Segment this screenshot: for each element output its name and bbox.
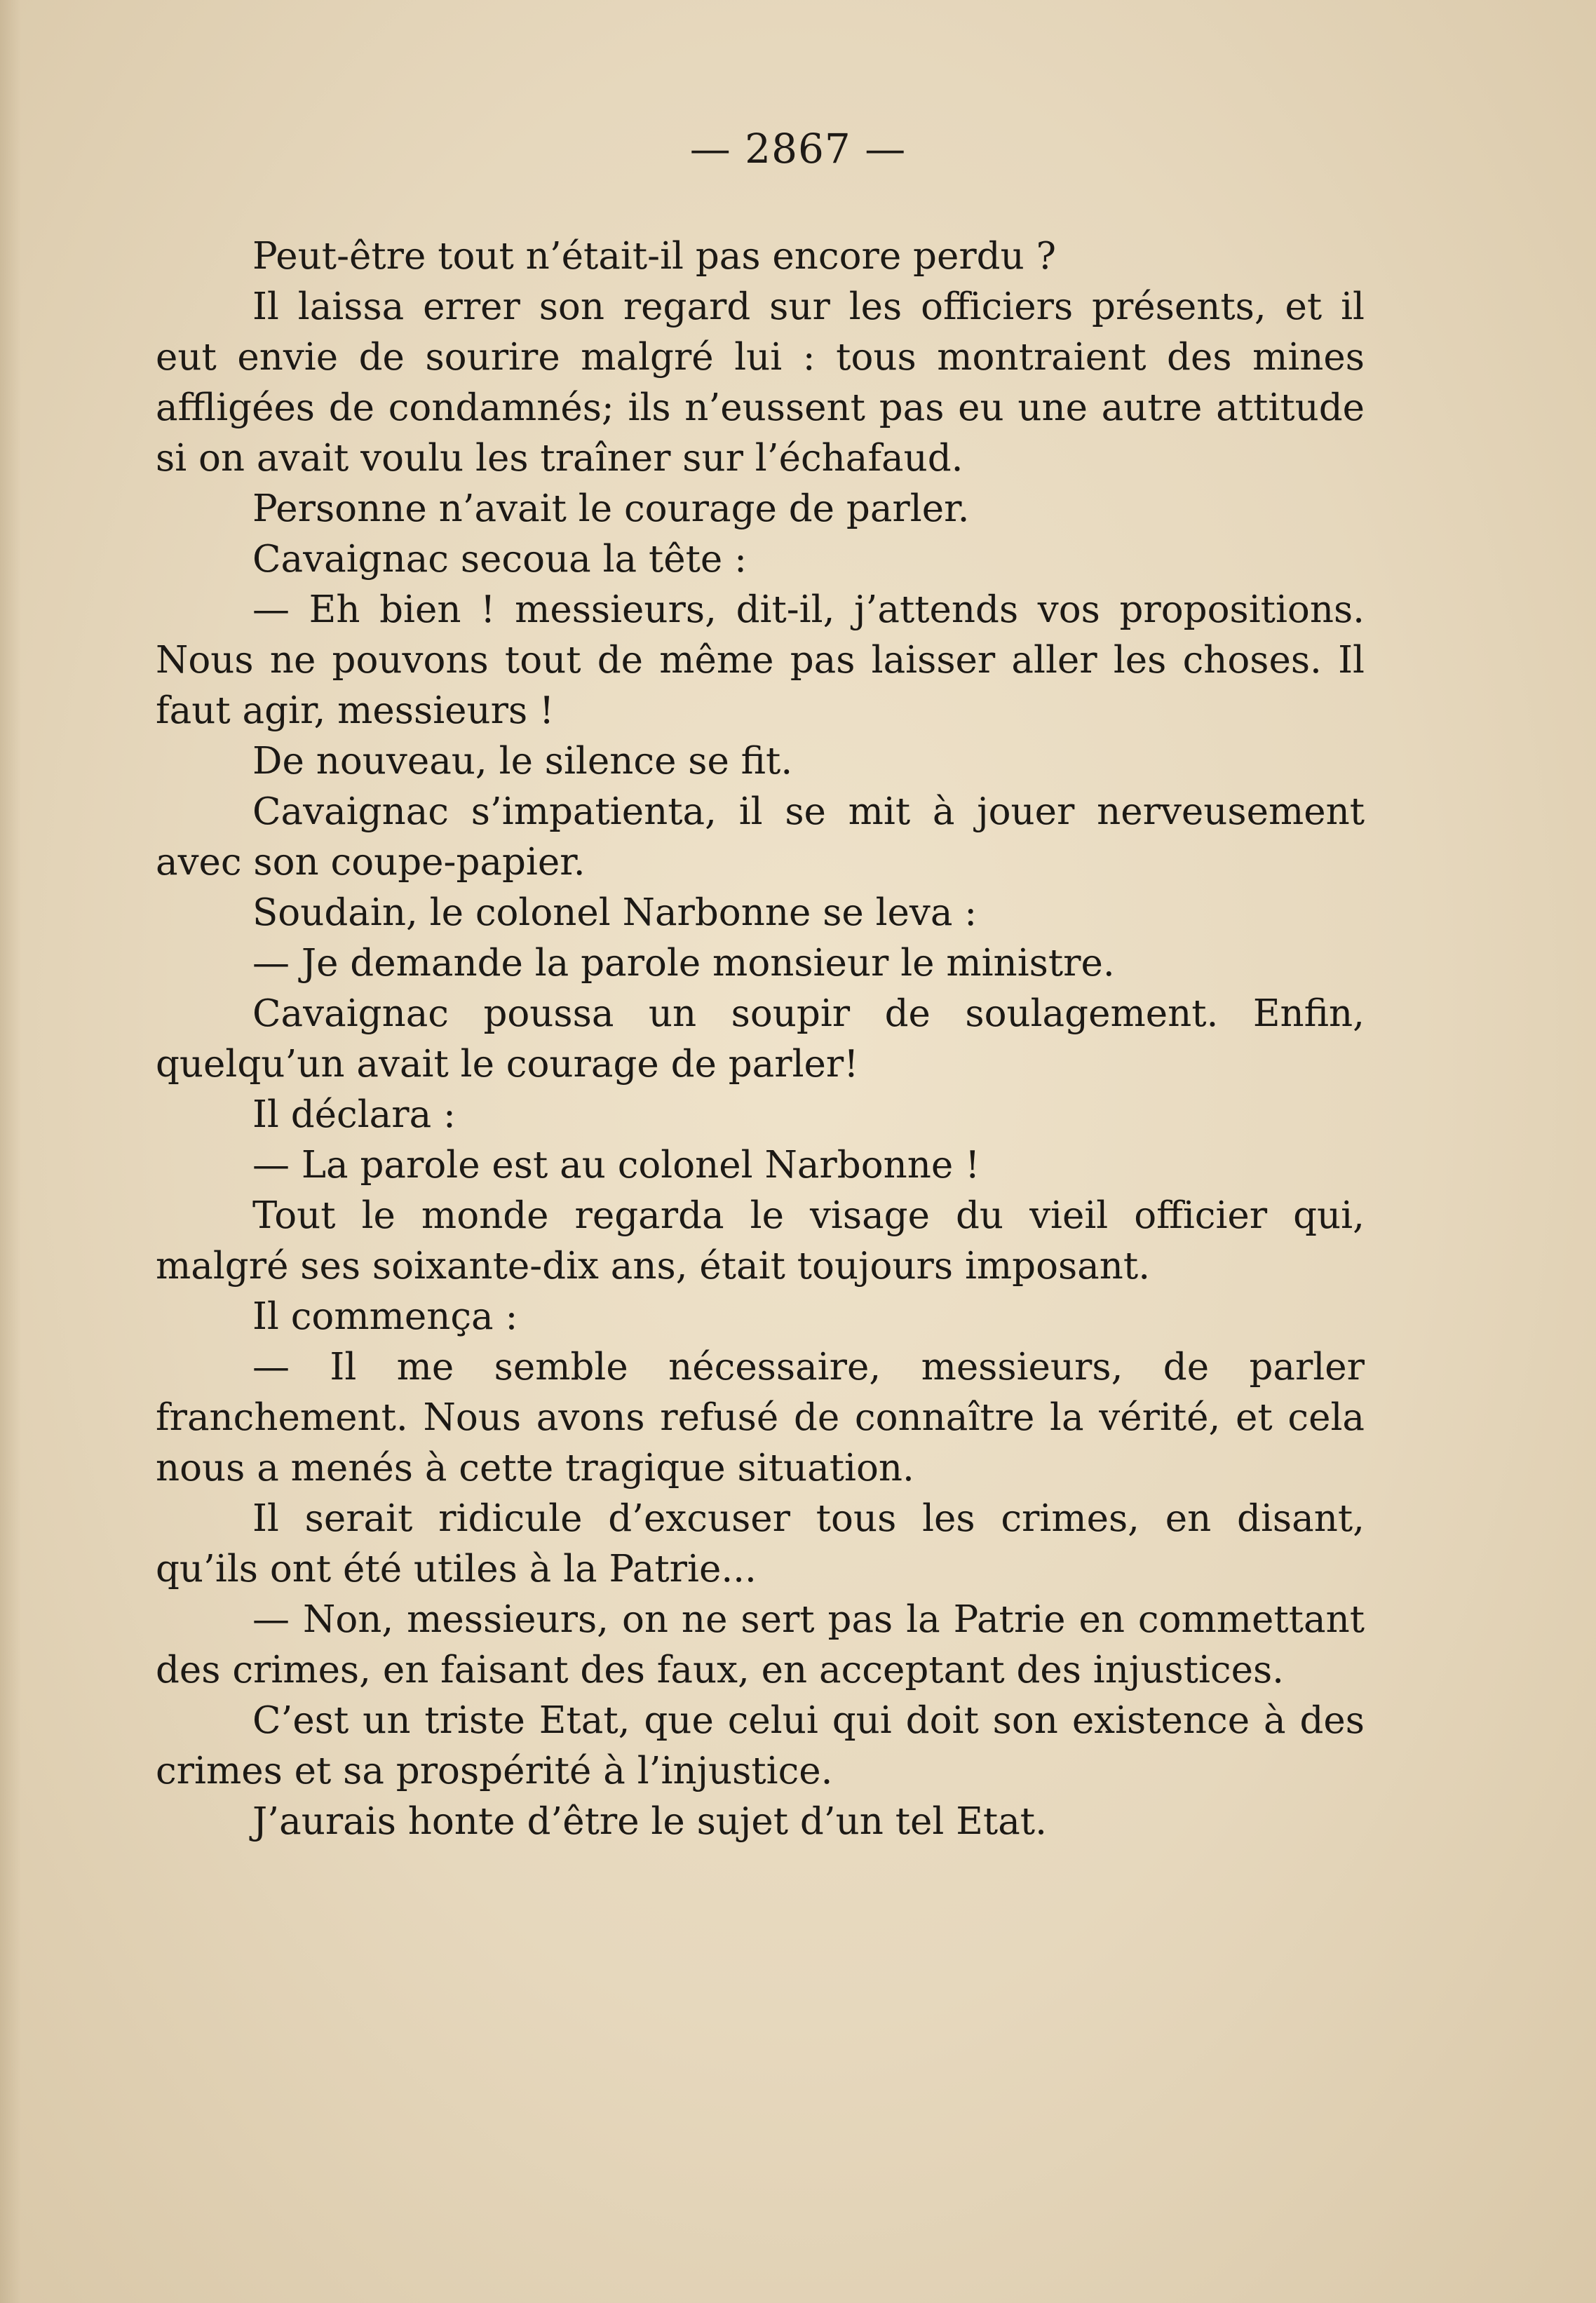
paragraph-3: Personne n’avait le courage de parler. <box>252 487 970 530</box>
paragraph-8: Soudain, le colonel Narbonne se leva : <box>252 891 978 934</box>
paragraph-4: Cavaignac secoua la tête : <box>252 538 747 581</box>
paragraph-15: — Il me semble nécessaire, messieurs, de parler franchement. Nous avons refusé de connaître la vérité, et cela nous a menés à cette tragique situation. <box>156 1346 1365 1490</box>
paragraph-19: J’aurais honte d’être le sujet d’un tel Etat. <box>252 1800 1047 1843</box>
paragraph-16: Il serait ridicule d’excuser tous les crimes, en disant, qu’ils ont été utiles à la Patrie... <box>156 1497 1365 1591</box>
paragraph-12: — La parole est au colonel Narbonne ! <box>252 1144 980 1187</box>
paragraph-18: C’est un triste Etat, que celui qui doit son existence à des crimes et sa prospérité à l’injustice. <box>156 1699 1365 1792</box>
paragraph-6: De nouveau, le silence se fit. <box>252 740 793 783</box>
paragraph-14: Il commença : <box>252 1295 518 1338</box>
page-edge-shadow <box>0 0 21 2303</box>
page-number: — 2867 — <box>689 125 907 173</box>
page-body <box>156 231 1365 1847</box>
paragraph-2: Il laissa errer son regard sur les officiers présents, et il eut envie de sourire malgré lui : tous montraient des mines affligées de condamnés; ils n’eussent pas eu une autre attitude si on avait voulu les traîner sur l’échafaud. <box>156 285 1365 480</box>
paragraph-7: Cavaignac s’impatienta, il se mit à jouer nerveusement avec son coupe-papier. <box>156 790 1365 884</box>
paragraph-9: — Je demande la parole monsieur le ministre. <box>252 942 1115 985</box>
paragraph-17: — Non, messieurs, on ne sert pas la Patrie en commettant des crimes, en faisant des faux, en acceptant des injustices. <box>156 1598 1365 1691</box>
paragraph-11: Il déclara : <box>252 1093 456 1136</box>
paragraph-5: — Eh bien ! messieurs, dit-il, j’attends vos propositions. Nous ne pouvons tout de même pas laisser aller les choses. Il faut agir, messieurs ! <box>156 588 1365 732</box>
paragraph-13: Tout le monde regarda le visage du vieil officier qui, malgré ses soixante-dix ans, était toujours imposant. <box>156 1194 1365 1288</box>
paragraph-10: Cavaignac poussa un soupir de soulagement. Enfin, quelqu’un avait le courage de parler! <box>156 992 1365 1086</box>
paragraph-1: Peut-être tout n’était-il pas encore perdu ? <box>252 235 1056 278</box>
